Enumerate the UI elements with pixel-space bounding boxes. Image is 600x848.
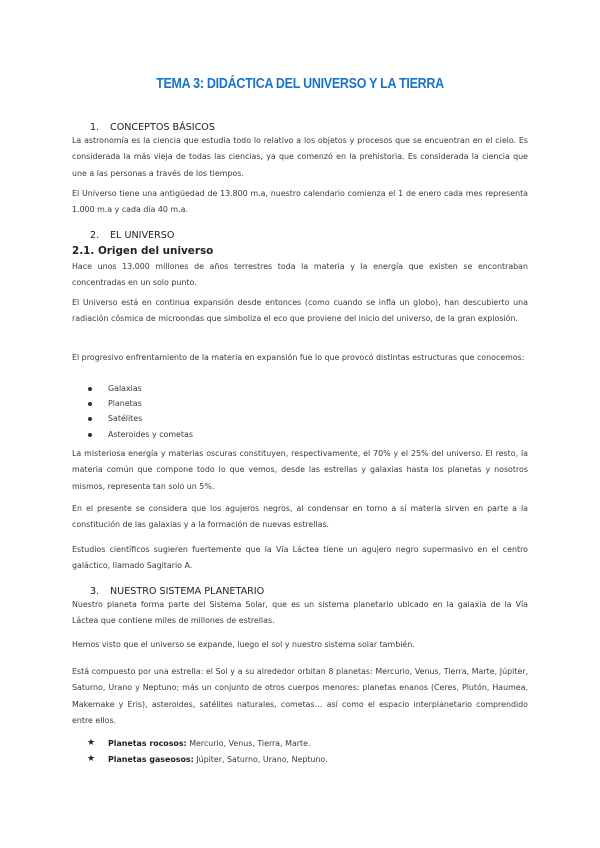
- section-number: 1.: [90, 122, 100, 133]
- paragraph: Está compuesto por una estrella: el Sol y a su alrededor orbitan 8 planetas: Mercurio, Venus, Tierra, Marte, Júpiter, Saturno, Urano y Neptuno; más un conjunto de otros cuerpos menores: planetas enanos (Ceres, Plutón, Haumea, Makemake y Eris), asteroides, satélites naturales, cometas… así como el espacio interplanetario comprendido entre ellos.: [72, 667, 528, 725]
- bullet-icon: [88, 417, 92, 421]
- star-bullet-icon: ★: [87, 753, 96, 764]
- list-item: ★ Planetas rocosos: Mercurio, Venus, Tierra, Marte.: [88, 736, 328, 752]
- paragraph: En el presente se considera que los agujeros negros, al condensar en torno a sí materia sirven en parte a la constitución de las galaxias y a la formación de nuevas estrellas.: [72, 504, 528, 530]
- list-item: Asteroides y cometas: [88, 427, 193, 442]
- structures-list: [88, 381, 193, 442]
- list-item: Planetas: [88, 396, 193, 411]
- paragraph: El Universo está en continua expansión desde entonces (como cuando se infla un globo), han descubierto una radiación cósmica de microondas que simboliza el eco que proviene del inicio del universo, de la gran explosión.: [72, 298, 528, 324]
- document-title: TEMA 3: DIDÁCTICA DEL UNIVERSO Y LA TIERRA: [156, 76, 444, 92]
- bullet-icon: [88, 433, 92, 437]
- paragraph: Hace unos 13.000 millones de años terrestres toda la materia y la energía que existen se encontraban concentradas en un solo punto.: [72, 262, 528, 288]
- bullet-icon: [88, 387, 92, 391]
- star-bullet-icon: ★: [87, 738, 96, 748]
- section-title: CONCEPTOS BÁSICOS: [110, 122, 215, 133]
- list-item: ★ Planetas gaseosos: Júpiter, Saturno, Urano, Neptuno.: [88, 752, 328, 768]
- section-title: NUESTRO SISTEMA PLANETARIO: [110, 586, 265, 597]
- subsection-heading: 2.1. Origen del universo: [72, 245, 214, 257]
- list-item: Galaxias: [88, 381, 193, 396]
- bullet-icon: [88, 402, 92, 406]
- section-title: EL UNIVERSO: [110, 230, 175, 241]
- section-number: 3.: [90, 586, 100, 597]
- paragraph: La astronomía es la ciencia que estudia todo lo relativo a los objetos y procesos que se encuentran en el cielo. Es considerada la más vieja de todas las ciencias, ya que comenzó en la prehistoria. Es considerada la ciencia que une a las personas a través de los tiempos.: [72, 136, 528, 178]
- paragraph: El progresivo enfrentamiento de la materia en expansión fue lo que provocó distintas estructuras que conocemos:: [72, 353, 525, 362]
- section-3-heading: [90, 586, 264, 597]
- paragraph: La misteriosa energía y materias oscuras constituyen, respectivamente, el 70% y el 25% del universo. El resto, la materia común que compone todo lo que vemos, desde las estrellas y galaxias hasta los planetas y nosotros mismos, representa tan solo un 5%.: [72, 449, 528, 491]
- paragraph: Nuestro planeta forma parte del Sistema Solar, que es un sistema planetario ubicado en la galaxia de la Vía Láctea que contiene miles de millones de estrellas.: [72, 600, 528, 626]
- paragraph: El Universo tiene una antigüedad de 13.800 m.a, nuestro calendario comienza el 1 de enero cada mes representa 1.000 m.a y cada día 40 m.a.: [72, 189, 528, 215]
- section-number: 2.: [90, 230, 100, 241]
- section-2-heading: [90, 230, 174, 241]
- planets-list: [88, 736, 328, 767]
- section-1-heading: [90, 122, 215, 133]
- paragraph: Estudios científicos sugieren fuertemente que la Vía Láctea tiene un agujero negro supermasivo en el centro galáctico, llamado Sagitario A.: [72, 545, 528, 571]
- list-item: Satélites: [88, 411, 193, 426]
- paragraph: Hemos visto que el universo se expande, luego el sol y nuestro sistema solar también.: [72, 640, 415, 649]
